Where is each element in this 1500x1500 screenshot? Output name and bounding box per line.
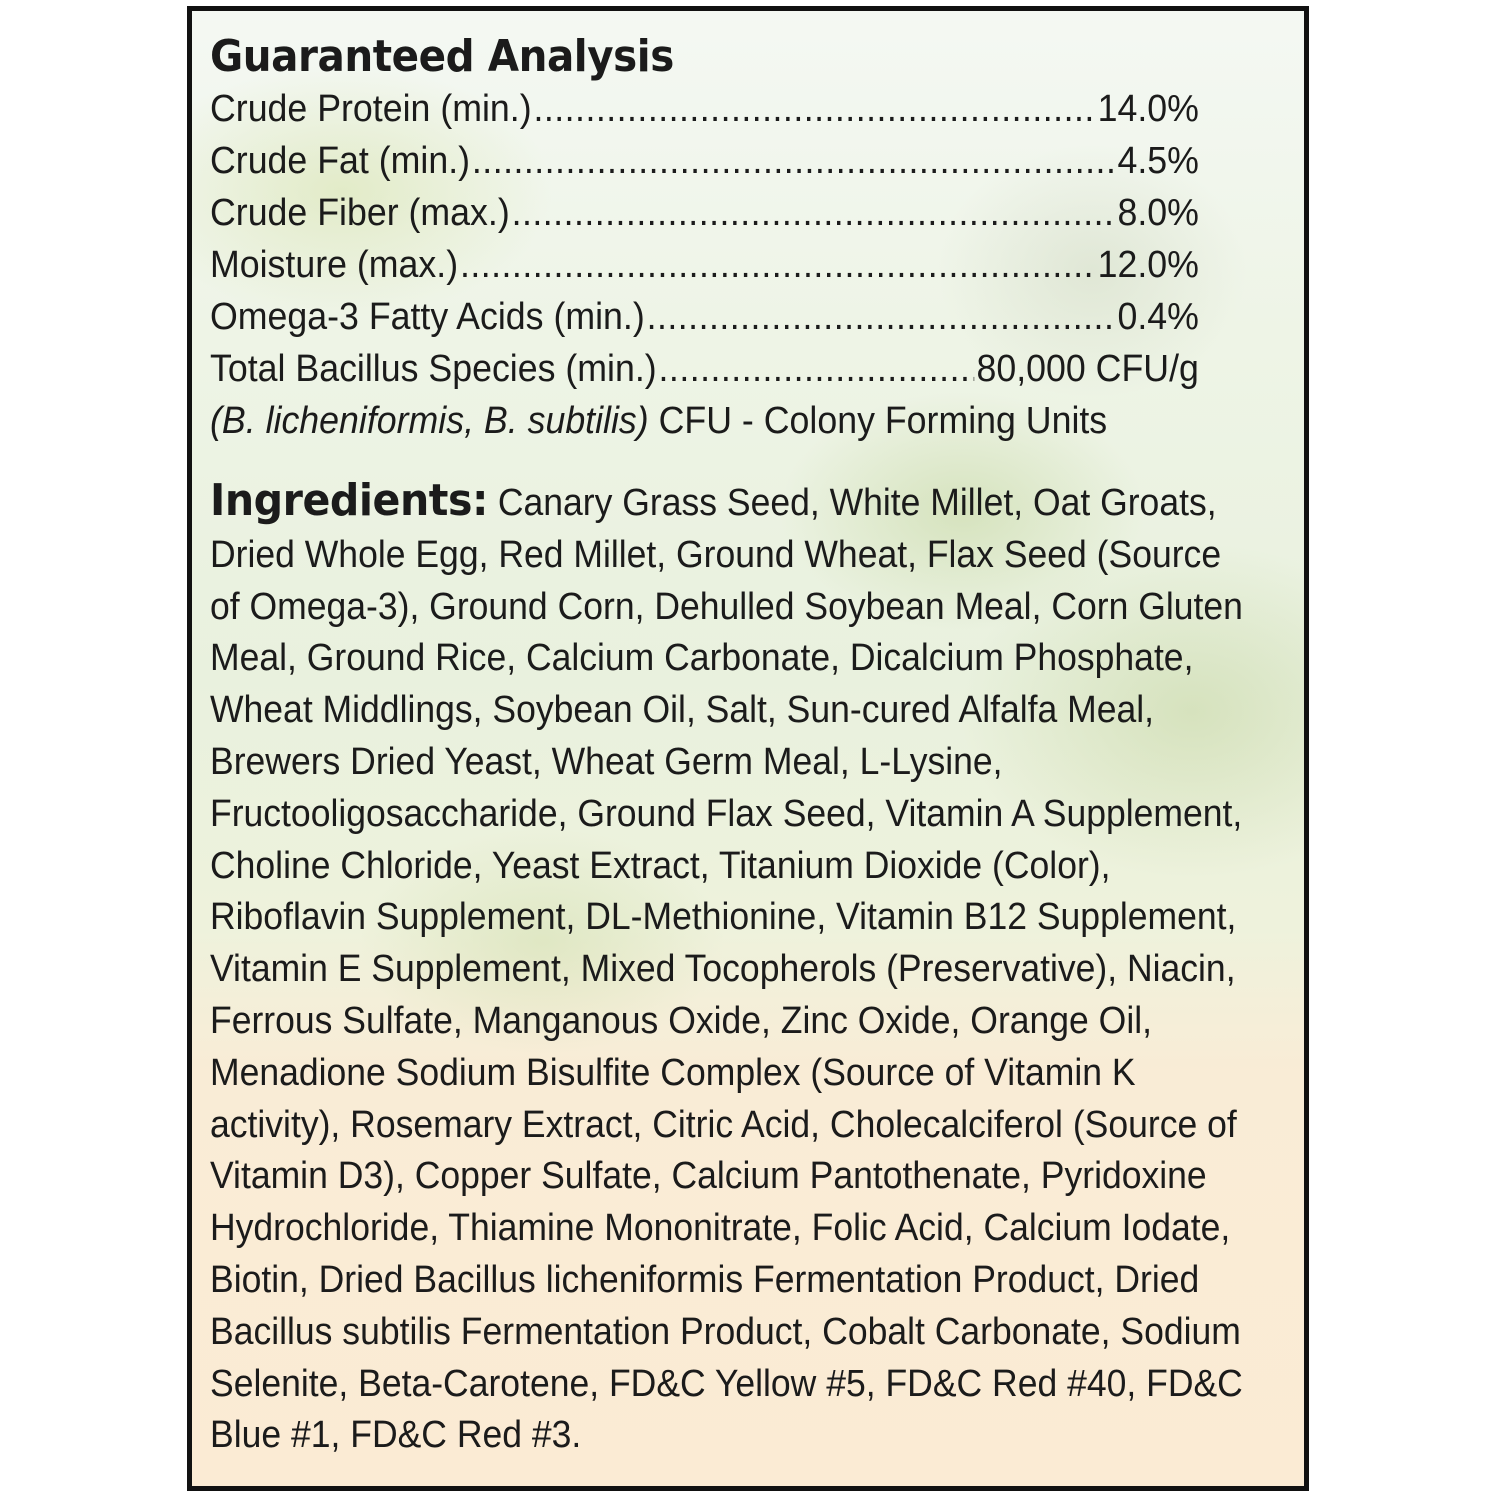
analysis-value: 80,000 CFU/g [976,348,1199,390]
bacillus-species-note: (B. licheniformis, B. subtilis) [210,400,649,442]
analysis-label: Moisture (max.) [210,244,459,286]
analysis-label: Omega-3 Fatty Acids (min.) [210,296,645,338]
ingredients-paragraph [210,475,1248,1462]
analysis-label: Total Bacillus Species (min.) [210,348,657,390]
analysis-row-moisture [210,239,1199,291]
dot-leader [472,135,1116,187]
analysis-row-crude-fat [210,135,1199,187]
analysis-row-omega-3 [210,291,1199,343]
analysis-value: 0.4% [1117,296,1199,338]
dot-leader [512,187,1116,239]
dot-leader [647,291,1116,343]
dot-leader [533,83,1095,135]
ingredients-list: Canary Grass Seed, White Millet, Oat Groats, Dried Whole Egg, Red Millet, Ground Wheat, Flax Seed (Source of Omega-3), Ground Corn, Dehulled Soybean Meal, Corn Gluten Meal, Ground Rice, Calcium Carbonate, Dicalcium Phosphate, Wheat Middlings, Soybean Oil, Salt, Sun-cured Alfalfa Meal, Brewers Dried Yeast, Wheat Germ Meal, L-Lysine, Fructooligosaccharide, Ground Flax Seed, Vitamin A Supplement, Choline Chloride, Yeast Extract, Titanium Dioxide (Color), Riboflavin Supplement, DL-Methionine, Vitamin B12 Supplement, Vitamin E Supplement, Mixed Tocopherols (Preservative), Niacin, Ferrous Sulfate, Manganous Oxide, Zinc Oxide, Orange Oil, Menadione Sodium Bisulfite Complex (Source of Vitamin K activity), Rosemary Extract, Citric Acid, Cholecalciferol (Source of Vitamin D3), Copper Sulfate, Calcium Pantothenate, Pyridoxine Hydrochloride, Thiamine Mononitrate, Folic Acid, Calcium Iodate, Biotin, Dried Bacillus licheniformis Fermentation Product, Dried Bacillus subtilis Fermentation Product, Cobalt Carbonate, Sodium Selenite, Beta-Carotene, FD&C Yellow #5, FD&C Red #40, FD&C Blue #1, FD&C Red #3. [210,482,1243,1457]
analysis-row-crude-protein [210,83,1199,135]
label-content [210,31,1290,1462]
label-panel [187,6,1309,1491]
analysis-value: 12.0% [1097,244,1199,286]
analysis-row-bacillus [210,343,1199,395]
ingredients-heading: Ingredients: [210,475,488,526]
analysis-value: 8.0% [1117,192,1199,234]
analysis-value: 4.5% [1117,140,1199,182]
analysis-label: Crude Fat (min.) [210,140,471,182]
analysis-row-crude-fiber [210,187,1199,239]
dot-leader [460,239,1096,291]
analysis-label: Crude Protein (min.) [210,88,532,130]
analysis-label: Crude Fiber (max.) [210,192,510,234]
dot-leader [659,343,975,395]
cfu-definition: CFU - Colony Forming Units [648,400,1108,442]
guaranteed-analysis-heading: Guaranteed Analysis [210,31,674,82]
analysis-value: 14.0% [1097,88,1199,130]
cfu-note [210,395,1225,447]
